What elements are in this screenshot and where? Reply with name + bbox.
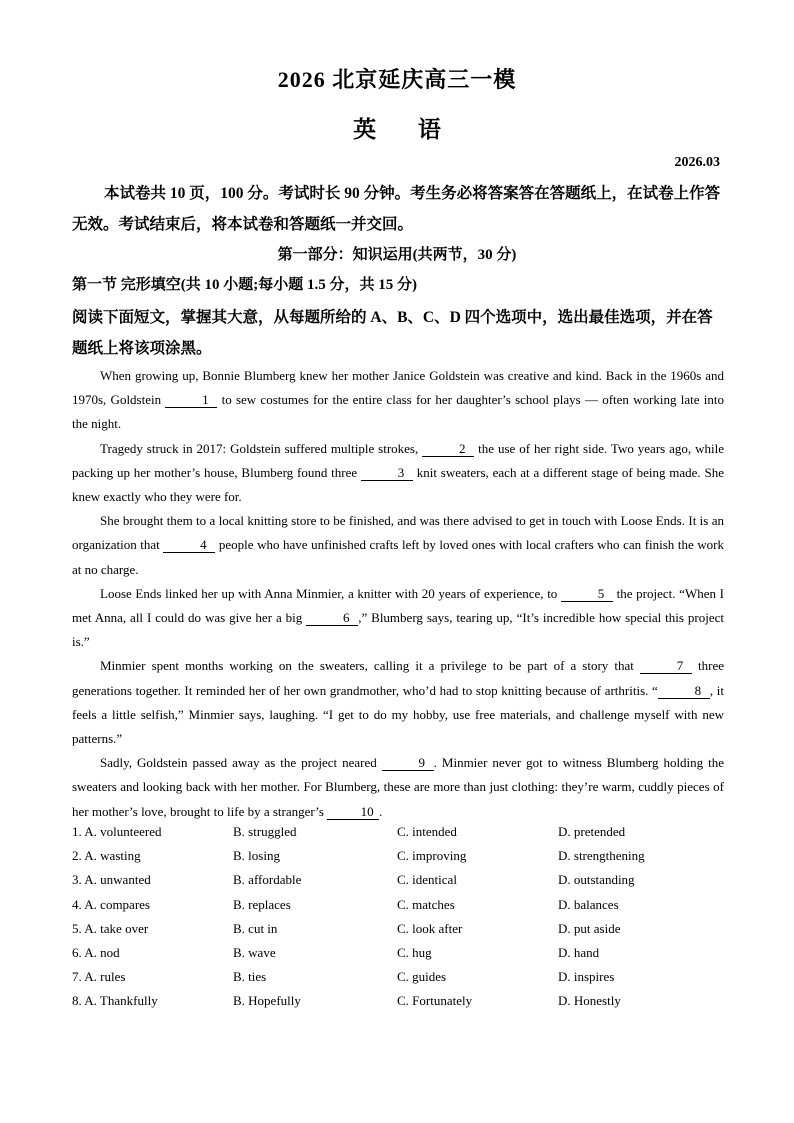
section-title: 第一节 完形填空(共 10 小题;每小题 1.5 分，共 15 分): [72, 277, 417, 293]
option-b: B. Hopefully: [233, 993, 301, 1009]
option-c: C. matches: [397, 896, 455, 912]
question-options-6: [72, 945, 732, 969]
option-d: D. inspires: [558, 969, 615, 985]
option-b: B. struggled: [233, 824, 297, 839]
blank-10: 10: [327, 805, 379, 820]
passage-paragraph: When growing up, Bonnie Blumberg knew her mother Janice Goldstein was creative and kind. Back in the 1960s and 1970s, Goldstein 1 to sew costumes for the entire class for her daughter’s school plays — often working late into the night.: [72, 368, 724, 432]
subject-title: 英 语: [353, 117, 441, 142]
option-b: B. wave: [233, 944, 276, 960]
option-a: 6. A. nod: [72, 944, 120, 960]
blank-2: 2: [422, 442, 474, 457]
option-d: D. hand: [558, 944, 600, 960]
part-title: 第一部分：知识运用(共两节，30 分): [277, 247, 517, 263]
blank-7: 7: [640, 659, 692, 674]
blank-6: 6: [306, 611, 358, 626]
option-a: 4. A. compares: [72, 896, 150, 912]
option-c: C. intended: [397, 824, 457, 839]
option-a: 2. A. wasting: [72, 848, 141, 864]
option-d: D. pretended: [558, 824, 626, 839]
option-d: D. balances: [558, 896, 619, 912]
question-options-4: [72, 897, 732, 921]
passage-paragraph: Loose Ends linked her up with Anna Minmier, a knitter with 20 years of experience, to 5 the project. “When I met Anna, all I could do was give her a big 6 ,” Blumberg says, tearing up, “It’s incredible how special this project is.”: [72, 585, 724, 650]
blank-9: 9: [382, 756, 434, 771]
option-a: 8. A. Thankfully: [72, 993, 158, 1009]
question-options-5: [72, 921, 732, 945]
option-c: C. hug: [397, 944, 432, 960]
exam-date: 2026.03: [674, 155, 720, 170]
exam-instructions: 本试卷共 10 页，100 分。考试时长 90 分钟。考生务必将答案答在答题纸上，在试卷上作答无效。考试结束后，将本试卷和答题纸一并交回。: [72, 185, 721, 233]
question-options-3: [72, 872, 732, 896]
section-instruction: 阅读下面短文，掌握其大意，从每题所给的 A、B、C、D 四个选项中，选出最佳选项，并在答题纸上将该项涂黑。: [72, 309, 713, 357]
option-a: 1. A. volunteered: [72, 824, 162, 839]
question-options-8: [72, 993, 732, 1017]
option-c: C. guides: [397, 969, 447, 985]
exam-title: 2026 北京延庆高三一模: [277, 67, 517, 92]
option-d: D. Honestly: [558, 993, 621, 1009]
blank-3: 3: [361, 466, 413, 481]
option-c: C. Fortunately: [397, 993, 473, 1009]
blank-5: 5: [561, 587, 613, 602]
option-b: B. cut in: [233, 920, 278, 936]
question-options-2: [72, 848, 732, 872]
blank-1: 1: [165, 393, 217, 408]
option-a: 7. A. rules: [72, 969, 126, 985]
passage-paragraph: Tragedy struck in 2017: Goldstein suffered multiple strokes, 2 the use of her right side. Two years ago, while packing up her mother’s house, Blumberg found three 3 knit sweaters, each at a different stage of being made. She knew exactly who they were for.: [72, 440, 724, 505]
option-b: B. ties: [233, 969, 267, 985]
answer-options: [72, 824, 732, 1018]
option-c: C. look after: [397, 920, 463, 936]
option-b: B. affordable: [233, 872, 302, 888]
option-c: C. identical: [397, 872, 457, 888]
passage-paragraph: Minmier spent months working on the sweaters, calling it a privilege to be part of a story that 7 three generations together. It reminded her of her own grandmother, who’d had to stop knitting because of arthritis. “ 8 , it feels a little selfish,” Minmier says, laughing. “I get to do my hobby, use free materials, and challenge myself with new patterns.”: [72, 658, 725, 747]
blank-4: 4: [163, 538, 215, 553]
passage-paragraph: Sadly, Goldstein passed away as the project neared 9 . Minmier never got to witness Blumberg holding the sweaters and looking back with her mother. For Blumberg, these are more than just clothing: they’re warm, cuddly pieces of her mother’s love, brought to life by a stranger’s 10 .: [72, 755, 724, 819]
option-a: 5. A. take over: [72, 920, 149, 936]
question-options-1: [72, 824, 732, 848]
cloze-passage: [72, 364, 724, 824]
option-c: C. improving: [397, 848, 467, 864]
option-b: B. losing: [233, 848, 280, 864]
blank-8: 8: [658, 684, 710, 699]
option-d: D. put aside: [558, 920, 621, 936]
question-options-7: [72, 969, 732, 993]
option-a: 3. A. unwanted: [72, 872, 151, 888]
option-d: D. outstanding: [558, 872, 635, 888]
passage-paragraph: She brought them to a local knitting store to be finished, and was there advised to get in touch with Loose Ends. It is an organization that 4 people who have unfinished crafts left by loved ones with local crafters who can finish the work at no charge.: [72, 513, 725, 577]
option-b: B. replaces: [233, 896, 291, 912]
option-d: D. strengthening: [558, 848, 645, 864]
